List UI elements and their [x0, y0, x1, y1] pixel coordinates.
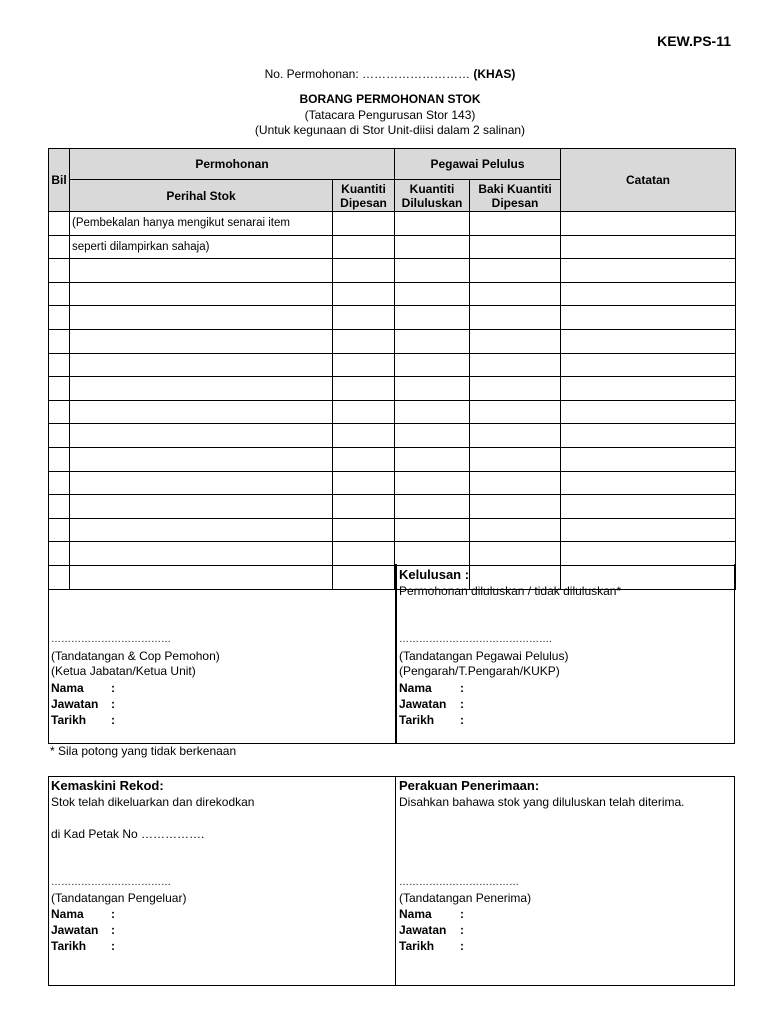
- approval-text: Permohonan diluluskan / tidak diluluskan*: [399, 584, 622, 598]
- signature-section: [48, 564, 735, 744]
- receiver-sign-label: (Tandatangan Penerima): [399, 891, 532, 905]
- issuer-sign-label: (Tandatangan Pengeluar): [51, 891, 187, 905]
- supply-note-line-1: (Pembekalan hanya mengikut senarai item: [70, 212, 333, 236]
- request-number: [0, 67, 768, 81]
- applicant-signature-line[interactable]: ………………………………: [51, 634, 171, 645]
- receiver-tarikh-label: Tarikh: [399, 939, 435, 953]
- header-permohonan: Permohonan: [70, 149, 395, 180]
- header-kuantiti-dipesan: Kuantiti Dipesan: [333, 180, 395, 212]
- applicant-nama-label: Nama: [51, 681, 84, 695]
- approval-heading: Kelulusan :: [399, 567, 470, 582]
- table-row: [49, 282, 736, 306]
- record-update-line-2: di Kad Petak No …………….: [51, 827, 205, 841]
- form-subtitle-1: (Tatacara Pengurusan Stor 143): [304, 108, 476, 122]
- colon: :: [460, 939, 464, 953]
- receiver-jawatan-label: Jawatan: [399, 923, 447, 937]
- record-update-line-1: Stok telah dikeluarkan dan direkodkan: [51, 795, 255, 809]
- receiver-nama-label: Nama: [399, 907, 432, 921]
- colon: :: [111, 713, 115, 727]
- header-catatan: Catatan: [561, 149, 736, 212]
- colon: :: [111, 907, 115, 921]
- header-pegawai-pelulus: Pegawai Pelulus: [395, 149, 561, 180]
- applicant-sign-label: (Tandatangan & Cop Pemohon): [51, 649, 220, 663]
- approver-jawatan-label: Jawatan: [399, 697, 447, 711]
- receipt-line-1: Disahkan bahawa stok yang diluluskan telah diterima.: [399, 795, 685, 809]
- table-row: [49, 329, 736, 353]
- colon: :: [460, 697, 464, 711]
- stock-request-table: [48, 148, 736, 590]
- form-subtitle-2: (Untuk kegunaan di Stor Unit-diisi dalam 2 salinan): [254, 123, 526, 137]
- form-code: KEW.PS-11: [657, 33, 731, 49]
- table-row: [49, 542, 736, 566]
- approver-nama-label: Nama: [399, 681, 432, 695]
- colon: :: [460, 907, 464, 921]
- colon: :: [111, 697, 115, 711]
- header-baki-kuantiti: Baki Kuantiti Dipesan: [470, 180, 561, 212]
- issuer-nama-label: Nama: [51, 907, 84, 921]
- applicant-tarikh-label: Tarikh: [51, 713, 87, 727]
- divider: [395, 777, 396, 985]
- table-row: [49, 306, 736, 330]
- colon: :: [460, 713, 464, 727]
- table-row: [49, 447, 736, 471]
- record-receipt-section: [48, 776, 735, 986]
- header-perihal-stok: Perihal Stok: [70, 180, 333, 212]
- issuer-tarikh-label: Tarikh: [51, 939, 87, 953]
- approver-sign-label: (Tandatangan Pegawai Pelulus): [399, 649, 569, 663]
- table-row: [49, 353, 736, 377]
- request-number-label: No. Permohonan: ………………………: [264, 67, 474, 81]
- colon: :: [111, 939, 115, 953]
- approver-role: (Pengarah/T.Pengarah/KUKP): [399, 664, 560, 678]
- issuer-signature-line[interactable]: ………………………………: [51, 877, 171, 888]
- receiver-signature-line[interactable]: ………………………………: [399, 877, 519, 888]
- table-row: [49, 400, 736, 424]
- table-row: [49, 259, 736, 283]
- khas-label: (KHAS): [473, 67, 516, 81]
- table-row: [49, 495, 736, 519]
- issuer-jawatan-label: Jawatan: [51, 923, 99, 937]
- applicant-jawatan-label: Jawatan: [51, 697, 99, 711]
- applicant-role: (Ketua Jabatan/Ketua Unit): [51, 664, 196, 678]
- colon: :: [460, 681, 464, 695]
- table-row: [49, 212, 736, 236]
- colon: :: [460, 923, 464, 937]
- colon: :: [111, 681, 115, 695]
- header-bil: Bil: [49, 149, 70, 212]
- table-row: [49, 424, 736, 448]
- divider: [395, 564, 397, 743]
- table-row: [49, 518, 736, 542]
- record-update-heading: Kemaskini Rekod:: [51, 778, 164, 793]
- footnote: * Sila potong yang tidak berkenaan: [50, 744, 237, 758]
- table-row: [49, 235, 736, 259]
- form-title: BORANG PERMOHONAN STOK: [299, 92, 481, 106]
- approver-signature-line[interactable]: ……………………………………….: [399, 634, 552, 645]
- receipt-heading: Perakuan Penerimaan:: [399, 778, 540, 793]
- table-row: [49, 377, 736, 401]
- supply-note-line-2: seperti dilampirkan sahaja): [70, 235, 333, 259]
- colon: :: [111, 923, 115, 937]
- approver-tarikh-label: Tarikh: [399, 713, 435, 727]
- table-row: [49, 471, 736, 495]
- header-kuantiti-diluluskan: Kuantiti Diluluskan: [395, 180, 470, 212]
